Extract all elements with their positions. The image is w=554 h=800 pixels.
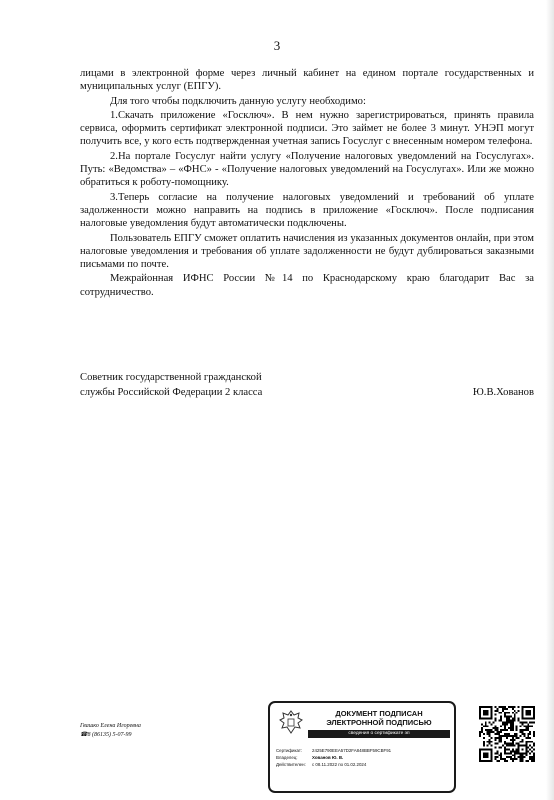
stamp-row-key: Сертификат:: [276, 748, 303, 753]
signer-name: Ю.В.Хованов: [472, 386, 534, 398]
stamp-row-validity: [276, 761, 452, 768]
paragraph-step-3: 3.Теперь согласие на получение налоговых уведомлений и требований об уплате задолженности можно направить на подпись в приложение «Госключ». После подписания налоговые уведомления будут автоматически подключены.: [80, 191, 534, 230]
paragraph-payment: Пользователь ЕПГУ сможет оплатить начисления из указанных документов онлайн, при этом налоговые уведомления и требования об уплате задолженности не будут дублироваться заказными письмами по почте.: [80, 232, 534, 271]
stamp-row-value: 2425E790EEA57D2FA848BBF59CBF91: [312, 748, 392, 753]
coat-of-arms-icon: [278, 709, 304, 737]
executor-phone-line: [80, 731, 141, 740]
signer-title-line1: Советник государственной гражданской: [80, 372, 262, 383]
signature-block: [80, 371, 534, 400]
stamp-details: [276, 747, 452, 769]
paragraph-step-1: 1.Скачать приложение «Госключ». В нем нужно зарегистрироваться, принять правила сервиса, оформить сертификат электронной подписи. Это займет не более 3 минут. УНЭП могут получить все, у кого есть подтвержденная учетная запись Госуслуг с внесенным номером телефона.: [80, 109, 534, 148]
paragraph-continuation: лицами в электронной форме через личный кабинет на едином портале государственных и муниципальных услуг (ЕПГУ).: [80, 68, 534, 93]
stamp-certificate-bar: сведения о сертификате эп: [308, 730, 450, 738]
stamp-header-line1: ДОКУМЕНТ ПОДПИСАН: [335, 709, 423, 718]
executor-info: [80, 722, 141, 739]
executor-name: Гвашко Елена Игоревна: [80, 723, 141, 729]
stamp-row-value: Хованов Ю. В.: [312, 755, 344, 761]
stamp-row-key: Действителен:: [276, 762, 306, 768]
signer-title-line2: службы Российской Федерации 2 класса: [80, 386, 263, 398]
paragraph-intro: Для того чтобы подключить данную услугу необходимо:: [110, 95, 366, 107]
letter-body: [80, 67, 534, 300]
qr-code: [479, 706, 535, 762]
page-edge-shadow: [546, 0, 554, 800]
stamp-header: [308, 709, 450, 727]
executor-phone: 8 (86135) 5-07-99: [87, 731, 132, 738]
e-signature-stamp: [268, 701, 456, 793]
stamp-row-certificate: [276, 747, 452, 754]
stamp-header-line2: ЭЛЕКТРОННОЙ ПОДПИСЬЮ: [326, 718, 432, 727]
paragraph-step-2: 2.На портале Госуслуг найти услугу «Получение налоговых уведомлений на Госуслугах». Путь: «Ведомства» – «ФНС» - «Получение налоговых уведомлений на Госуслугах». Или же можно обратиться к роботу-помощнику.: [80, 150, 534, 189]
stamp-row-owner: [276, 754, 452, 761]
page-number: 3: [273, 38, 281, 53]
stamp-row-key: Владелец:: [276, 755, 298, 761]
paragraph-thanks: Межрайонная ИФНС России №14 по Краснодарскому краю благодарит Вас за сотрудничество.: [80, 273, 534, 298]
phone-icon: ☎: [80, 731, 88, 738]
stamp-row-value: с 08.11.2022 по 01.02.2024: [312, 762, 367, 768]
